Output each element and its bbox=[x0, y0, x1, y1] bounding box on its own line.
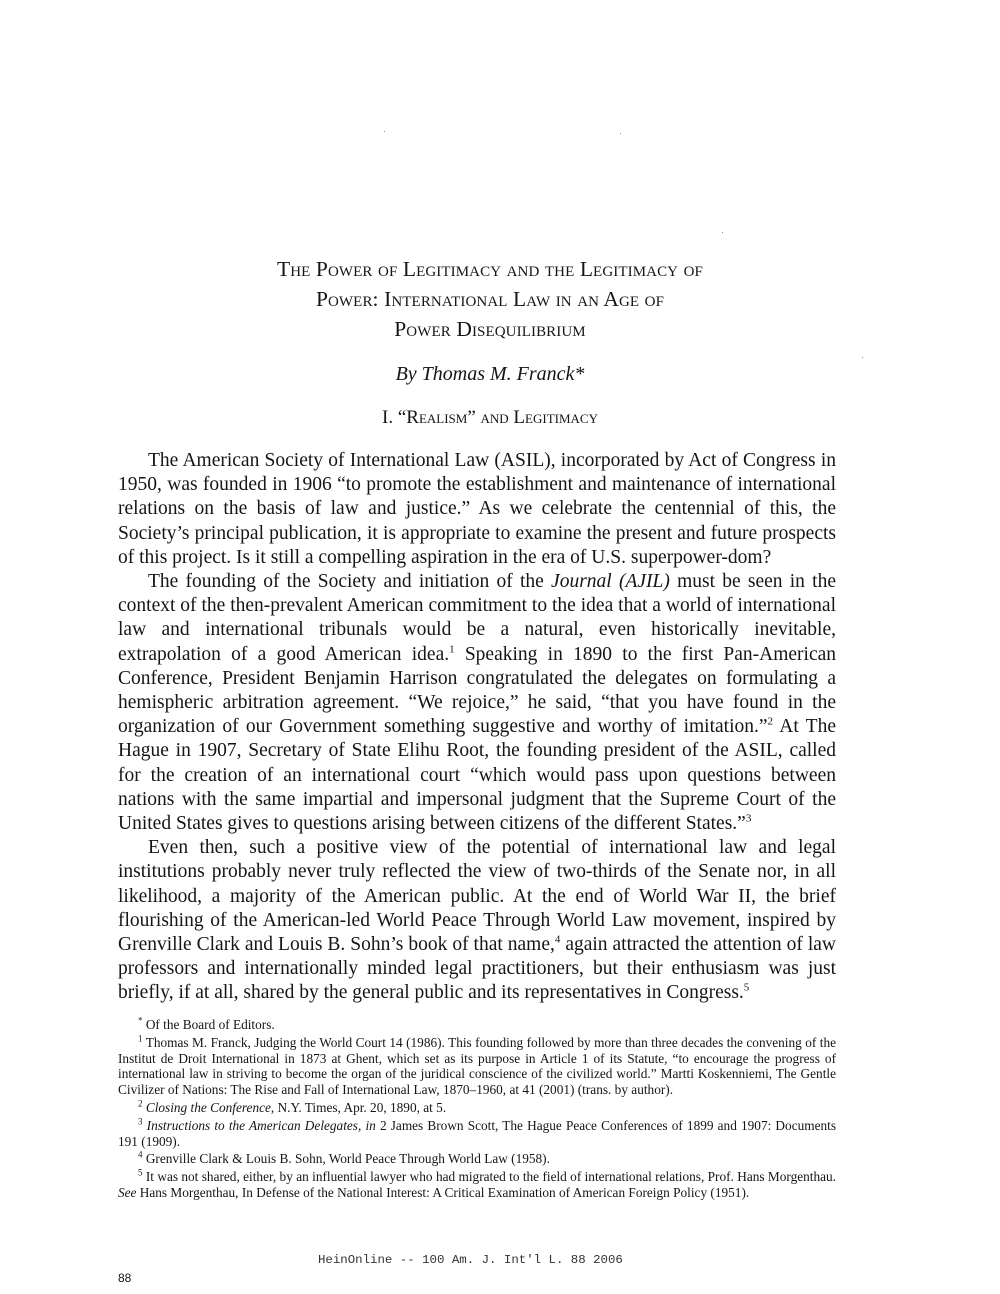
footnote-text: Thomas M. Franck, Judging the World Court 14 (1986). This founding followed by more than three decades the convening of the Institut de Droit International in 1873 at Ghent, which set as its purpose in Article 1 of its Statute, “to encourage the progress of international law in striving to become the organ of the juridical conscience of the civilized world.” Martti Koskenniemi, The Gentle Civilizer of Nations: The Rise and Fall of International Law, 1870–1960, at 41 (2001) (trans. by author). bbox=[118, 1034, 836, 1098]
scan-speck bbox=[722, 232, 723, 233]
text-run: again attracted the attention of law professors and internationally minded legal practitioners, but their enthusiasm was just briefly, if at all, shared by the general public and its representatives in Congress. bbox=[118, 934, 836, 1004]
footnote-ref: 5 bbox=[743, 981, 750, 994]
page-number: 88 bbox=[118, 1271, 132, 1285]
text-run: The founding of the Society and initiation of the bbox=[148, 571, 552, 593]
journal-name: Journal (AJIL) bbox=[551, 571, 670, 593]
footnote-text: N.Y. Times, Apr. 20, 1890, at 5. bbox=[274, 1099, 447, 1115]
scan-speck bbox=[620, 133, 621, 134]
footnote-text: Grenville Clark & Louis B. Sohn, World Peace Through World Law (1958). bbox=[142, 1151, 550, 1167]
footnote-star bbox=[118, 1017, 836, 1033]
footnote-ref: 4 bbox=[554, 933, 561, 946]
footnote-2 bbox=[118, 1100, 836, 1116]
article-title bbox=[150, 254, 830, 344]
text-run: Speaking in 1890 to the first Pan-American Conference, President Benjamin Harrison congratulated the delegates on formulating a hemispheric arbitration agreement. “We rejoice,” he said, “that you have found in the organization of our Government something suggestive and worthy of imitation.” bbox=[118, 643, 837, 738]
footnote-text: Of the Board of Editors. bbox=[142, 1017, 275, 1032]
footnote-marker: 5 bbox=[138, 1167, 143, 1178]
article-body bbox=[118, 449, 836, 1006]
footnote-marker: 1 bbox=[138, 1033, 143, 1044]
author-byline: By Thomas M. Franck* bbox=[395, 363, 585, 385]
text-run: must be seen in the context of the then-prevalent American commitment to the idea that a world of international law and international tribunals would be a natural, even historically inevitable, extrapolation of a good American idea. bbox=[118, 571, 836, 665]
body-paragraph-1: The American Society of International Law (ASIL), incorporated by Act of Congress in 1950, was founded in 1906 “to promote the establishment and maintenance of international relations on the basis of law and justice.” As we celebrate the centennial of this, the Society’s principal publication, it is appropriate to examine the present and future prospects of this project. Is it still a compelling aspiration in the era of U.S. superpower-dom? bbox=[118, 450, 836, 568]
footnote-text: Hans Morgenthau, In Defense of the National Interest: A Critical Examination of American Foreign Policy (1951). bbox=[136, 1184, 750, 1200]
title-line-2: Power: International Law in an Age of bbox=[315, 287, 665, 311]
section-heading: I. “Realism” and Legitimacy bbox=[382, 407, 598, 428]
footnote-marker: 3 bbox=[138, 1116, 143, 1127]
text-run: At The Hague in 1907, Secretary of State Elihu Root, the founding president of the ASIL, called for the creation of an international court “which would pass upon questions between nations with the same impartial and impersonal judgment that the Supreme Court of the United States gives to questions arising between citizens of the different States.” bbox=[118, 716, 836, 835]
footnote-ref: 3 bbox=[745, 812, 752, 825]
footnotes bbox=[118, 1017, 836, 1203]
footnote-text: It was not shared, either, by an influential lawyer who had migrated to the field of international relations, Prof. Hans Morgenthau. bbox=[142, 1169, 836, 1185]
footnote-ref: 2 bbox=[767, 715, 774, 728]
footnote-italic: Instructions to the American Delegates, in bbox=[146, 1117, 376, 1133]
scan-speck bbox=[384, 131, 385, 132]
scan-speck bbox=[862, 357, 863, 358]
footnote-marker: 2 bbox=[138, 1098, 143, 1109]
title-line-1: The Power of Legitimacy and the Legitimacy of bbox=[277, 257, 703, 281]
footnote-5 bbox=[118, 1169, 836, 1201]
source-footer: HeinOnline -- 100 Am. J. Int'l L. 88 2006 bbox=[318, 1253, 623, 1267]
footnote-italic: See bbox=[118, 1184, 137, 1200]
footnote-marker: * bbox=[138, 1015, 143, 1026]
footnote-3 bbox=[118, 1118, 836, 1150]
footnote-4 bbox=[118, 1151, 836, 1167]
footnote-marker: 4 bbox=[138, 1149, 143, 1160]
footnote-italic: Closing the Conference, bbox=[145, 1099, 275, 1115]
body-paragraph-2 bbox=[118, 570, 836, 836]
title-line-3: Power Disequilibrium bbox=[394, 317, 586, 341]
body-paragraph-3 bbox=[118, 836, 836, 1005]
footnote-text: 2 James Brown Scott, The Hague Peace Conferences of 1899 and 1907: Documents 191 (1909). bbox=[118, 1117, 836, 1149]
footnote-1 bbox=[118, 1035, 836, 1098]
text-run: Even then, such a positive view of the potential of international law and legal institutions probably never truly reflected the view of two-thirds of the Senate nor, in all likelihood, a majority of the American public. At the end of World War II, the brief flourishing of the American-led World Peace Through World Law movement, inspired by Grenville Clark and Louis B. Sohn’s book of that name, bbox=[118, 837, 836, 956]
footnote-ref: 1 bbox=[449, 643, 455, 656]
